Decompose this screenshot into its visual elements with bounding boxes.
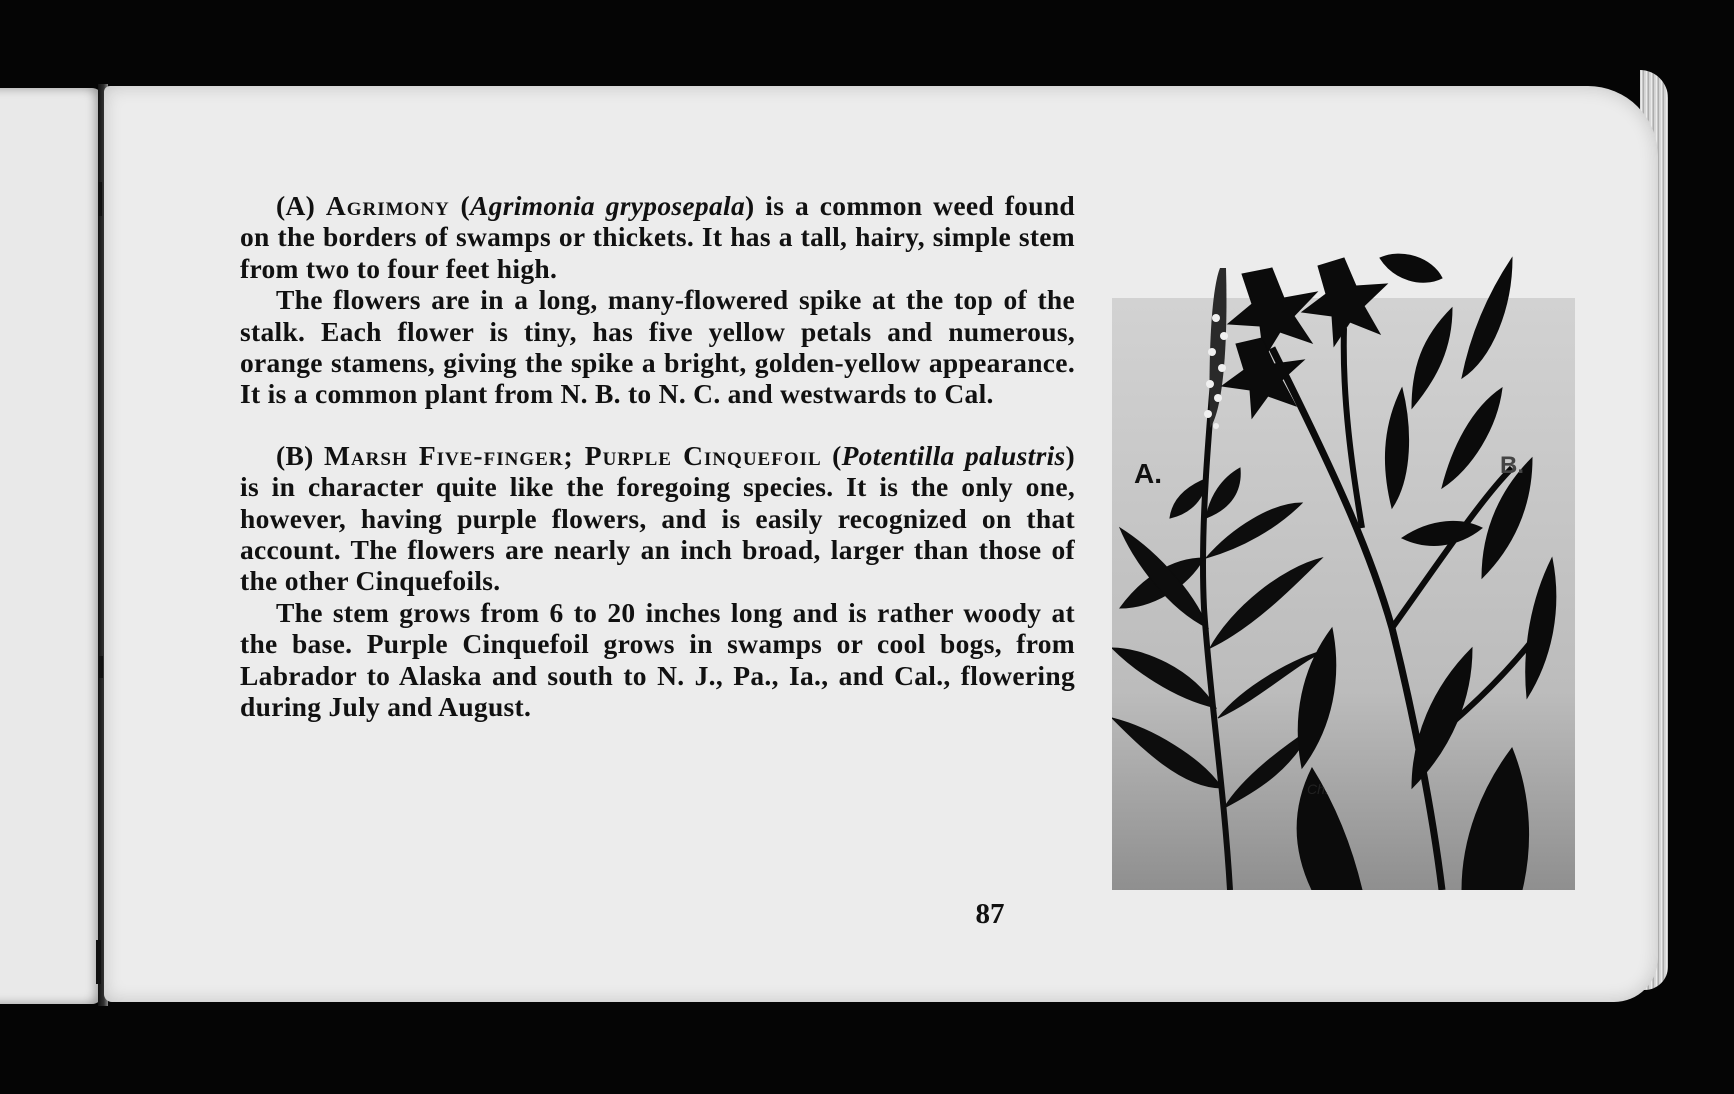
figure-label-b: B. (1500, 452, 1524, 479)
gutter-mark (99, 656, 103, 678)
paragraph-agrimony-flowers: The flowers are in a long, many-flowered spike at the top of the stalk. Each flower is tiny, has five yellow petals and numerous, orange stamens, giving the spike a bright, golden-yellow appearance. It is a common plant from N. B. to N. C. and westwards to Cal. (240, 284, 1075, 410)
paragraph-cinquefoil-stem: The stem grows from 6 to 20 inches long and is rather woody at the base. Purple Cinquefoil grows in swamps or cool bogs, from Labrador to Alaska and south to N. J., Pa., Ia., and Cal., flowering during July and August. (240, 596, 1075, 723)
latin-name-agrimony: Agrimonia gryposepala (470, 190, 746, 221)
paren-open: ( (821, 439, 842, 471)
paragraph-agrimony (240, 190, 1075, 284)
common-name-agrimony: Agrimony (325, 190, 450, 221)
body-text (240, 190, 1075, 723)
page-number: 87 (975, 898, 1005, 930)
illustrator-signature: Ch. (1307, 781, 1329, 797)
left-page (0, 88, 102, 1004)
label-a: (A) (276, 190, 326, 221)
paragraph-gap (240, 410, 1075, 440)
gutter-mark (96, 940, 101, 984)
latin-name-cinquefoil: Potentilla palustris (841, 439, 1066, 471)
paren-open: ( (449, 190, 471, 221)
plant-illustration (1112, 228, 1575, 890)
paragraph-agrimony-text: ) is a common weed found on the borders of swamps or thickets. It has a tall, hairy, simple stem from two to four feet high. (240, 190, 1076, 284)
paragraph-cinquefoil (240, 440, 1075, 597)
figure-label-a: A. (1134, 458, 1162, 489)
common-name-cinquefoil: Marsh Five-finger; Purple Cinquefoil (323, 439, 822, 471)
gutter-mark (98, 182, 102, 216)
paragraph-cinquefoil-text: ) is in character quite like the foregoing species. It is the only one, however, having purple flowers, and is easily recognized on that account. The flowers are nearly an inch broad, larger than those of the other Cinquefoils. (240, 439, 1075, 597)
label-b: (B) (276, 439, 324, 471)
